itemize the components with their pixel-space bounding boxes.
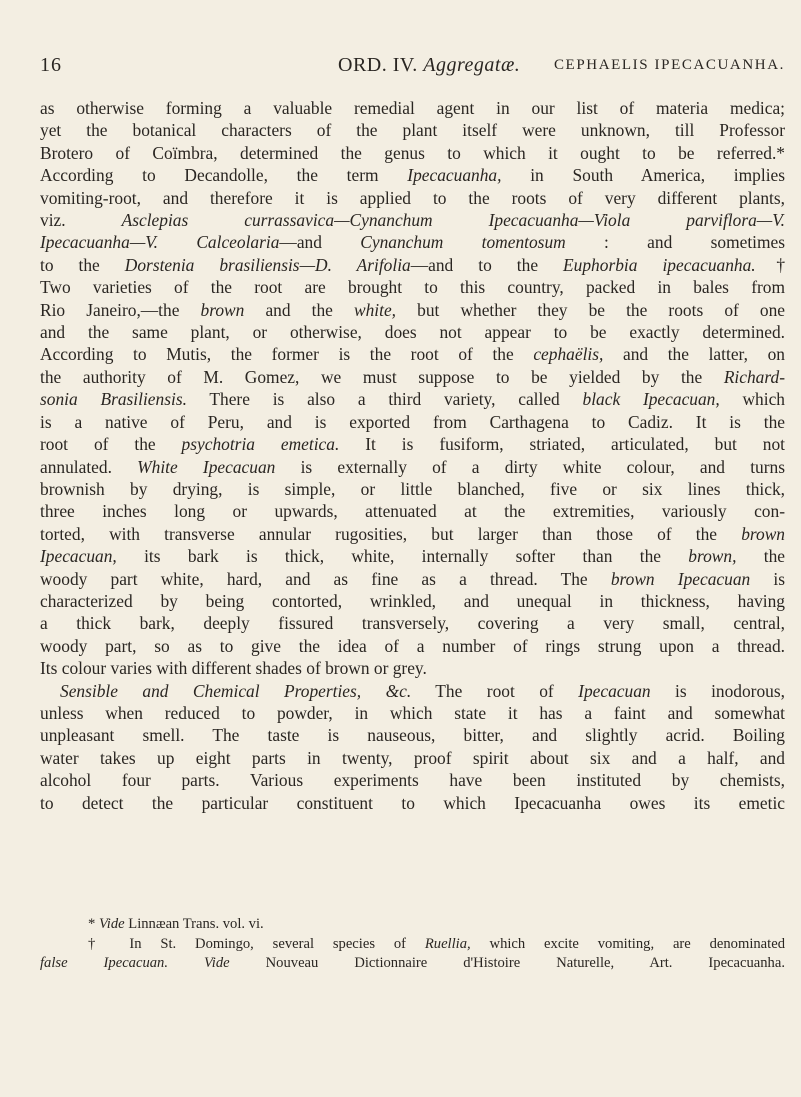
text-run: water takes up eight parts in twenty, proof spirit about six and a half, and — [40, 747, 785, 768]
italic-run: black Ipecacuan, — [582, 389, 720, 410]
text-line — [40, 231, 785, 253]
order-label: ORD. IV. — [338, 54, 418, 76]
text-line — [40, 702, 785, 724]
footnote-2-text: which excite vomiting, are denominated — [470, 935, 785, 952]
text-run: There is also a third variety, called — [186, 389, 583, 410]
text-line — [40, 433, 785, 455]
text-run: as otherwise forming a valuable remedial agent in our list of materia medica; — [40, 98, 785, 118]
text-line — [40, 164, 785, 186]
text-line — [40, 321, 785, 343]
footnote-1-vide: Vide — [98, 916, 125, 932]
italic-run: white, — [354, 299, 397, 320]
footnote-2-false: false Ipecacuan. — [40, 955, 168, 971]
text-run: Its colour varies with different shades of brown or grey. — [40, 658, 427, 679]
text-run: characterized by being contorted, wrinkled, and unequal in thickness, having — [40, 590, 785, 611]
italic-run: brown — [741, 523, 785, 544]
running-head — [40, 50, 785, 82]
species-heading: CEPHAELIS IPECACUANHA. — [553, 57, 785, 73]
order-name: Aggregatæ. — [423, 54, 521, 76]
body-text — [40, 97, 785, 814]
text-run: unless when reduced to powder, in which state it has a faint and somewhat — [40, 702, 785, 723]
text-line — [40, 187, 785, 209]
text-line — [40, 590, 785, 612]
text-line — [40, 612, 785, 634]
text-line — [40, 769, 785, 791]
text-run: to detect the particular constituent to which Ipecacuanha owes its emetic — [40, 792, 785, 813]
text-line — [40, 456, 785, 478]
text-line — [40, 411, 785, 433]
footnote-2-ruellia: Ruellia, — [424, 935, 471, 952]
italic-run: sonia Brasiliensis. — [40, 389, 187, 410]
text-run: is externally of a dirty white colour, and turns — [275, 456, 785, 477]
text-run: Rio Janeiro,—the — [40, 299, 201, 320]
text-run: the — [736, 546, 785, 567]
text-run: which — [719, 389, 785, 410]
footnote-2-line-1 — [40, 935, 785, 955]
text-run: its bark is thick, white, internally softer than the — [116, 546, 689, 567]
text-line — [40, 657, 785, 679]
italic-run: psychotria emetica. — [181, 434, 340, 455]
text-line — [40, 545, 785, 567]
footnote-2-text-2: Nouveau Dictionnaire d'Histoire Naturelle, Art. Ipecacuanha. — [229, 955, 785, 971]
text-run: root of the — [40, 434, 182, 455]
text-line — [40, 500, 785, 522]
text-run: three inches long or upwards, attenuated at the extremities, variously con- — [40, 501, 785, 522]
italic-run: Sensible and Chemical Properties, &c. — [60, 680, 412, 701]
text-line — [40, 119, 785, 141]
text-line — [40, 747, 785, 769]
text-run: —and — [279, 232, 361, 253]
footnote-2-line-2 — [40, 954, 785, 974]
text-line — [40, 635, 785, 657]
footnotes — [40, 915, 785, 974]
text-run: in South America, implies — [501, 165, 785, 186]
text-line — [40, 388, 785, 410]
text-run: woody part, so as to give the idea of a number of rings strung upon a thread. — [40, 635, 785, 656]
text-run: It is fusiform, striated, articulated, but not — [339, 434, 785, 455]
italic-run: Ipecacuan — [578, 680, 651, 701]
text-line — [40, 254, 785, 276]
italic-run: Ipecacuan, — [40, 546, 117, 567]
italic-run: Ipecacuanha, — [407, 165, 502, 186]
text-run: † — [755, 254, 785, 275]
footnote-1 — [40, 915, 785, 935]
italic-run: brown, — [688, 546, 737, 567]
text-run: and the same plant, or otherwise, does not appear to be exactly determined. — [40, 322, 785, 343]
text-line — [40, 276, 785, 298]
footnote-1-mark: * — [88, 916, 99, 932]
italic-run: Euphorbia ipecacuanha. — [563, 254, 756, 275]
text-run: viz. — [40, 210, 122, 231]
text-line — [40, 142, 785, 164]
text-line — [40, 724, 785, 746]
text-line — [40, 97, 785, 119]
text-run: is — [750, 568, 785, 589]
text-run: Brotero of Coïmbra, determined the genus to which it ought to be referred.* — [40, 142, 785, 163]
text-run: woody part white, hard, and as fine as a thread. The — [40, 568, 611, 589]
text-run: unpleasant smell. The taste is nauseous, bitter, and slightly acrid. Boiling — [40, 725, 785, 746]
text-line — [40, 523, 785, 545]
page-number: 16 — [40, 54, 62, 76]
order-heading — [338, 54, 520, 77]
footnote-2-mark: † In St. Domingo, several species of — [88, 935, 425, 952]
text-run: torted, with transverse annular rugosities, but larger than those of the — [40, 523, 742, 544]
text-run: to the — [40, 254, 125, 275]
italic-run: Dorstenia brasiliensis—D. Arifolia — [124, 254, 411, 275]
italic-run: brown Ipecacuan — [610, 568, 751, 589]
text-run: a thick bark, deeply fissured transversely, covering a very small, central, — [40, 613, 785, 634]
text-run: : and sometimes — [565, 232, 785, 253]
italic-run: Richard- — [723, 366, 785, 387]
italic-run: Asclepias currassavica—Cynanchum Ipecacuanha—Viola parviflora—V. — [121, 210, 785, 231]
text-run: but whether they be the roots of one — [396, 299, 785, 320]
text-run: Two varieties of the root are brought to this country, packed in bales from — [40, 277, 785, 298]
text-line — [40, 299, 785, 321]
text-run: alcohol four parts. Various experiments have been instituted by chemists, — [40, 770, 785, 791]
footnote-1-text: Linnæan Trans. vol. vi. — [124, 916, 264, 932]
text-run: The root of — [411, 680, 579, 701]
italic-run: Ipecacuanha—V. Calceolaria — [40, 232, 280, 253]
text-run: the authority of M. Gomez, we must suppose to be yielded by the — [40, 366, 724, 387]
text-line — [40, 478, 785, 500]
text-line — [40, 209, 785, 231]
text-line — [40, 568, 785, 590]
text-run: brownish by drying, is simple, or little blanched, five or six lines thick, — [40, 478, 785, 499]
text-run: is inodorous, — [650, 680, 785, 701]
italic-run: brown — [200, 299, 245, 320]
text-run: and the — [244, 299, 354, 320]
text-run: According to Decandolle, the term — [40, 165, 408, 186]
italic-run: White Ipecacuan — [137, 456, 276, 477]
text-run: yet the botanical characters of the plant itself were unknown, till Professor — [40, 120, 785, 141]
text-run: According to Mutis, the former is the root of the — [40, 344, 534, 365]
text-run: vomiting-root, and therefore it is applied to the roots of very different plants, — [40, 187, 785, 208]
text-run: annulated. — [40, 456, 138, 477]
italic-run: cephaëlis, — [533, 344, 604, 365]
text-line — [40, 366, 785, 388]
text-line — [40, 343, 785, 365]
footnote-2-vide: Vide — [167, 955, 230, 971]
italic-run: Cynanchum tomentosum — [360, 232, 566, 253]
text-run: is a native of Peru, and is exported from Carthagena to Cadiz. It is the — [40, 411, 785, 432]
text-run: and the latter, on — [603, 344, 785, 365]
text-run: —and to the — [410, 254, 564, 275]
text-line — [40, 792, 785, 814]
text-line — [40, 680, 785, 702]
